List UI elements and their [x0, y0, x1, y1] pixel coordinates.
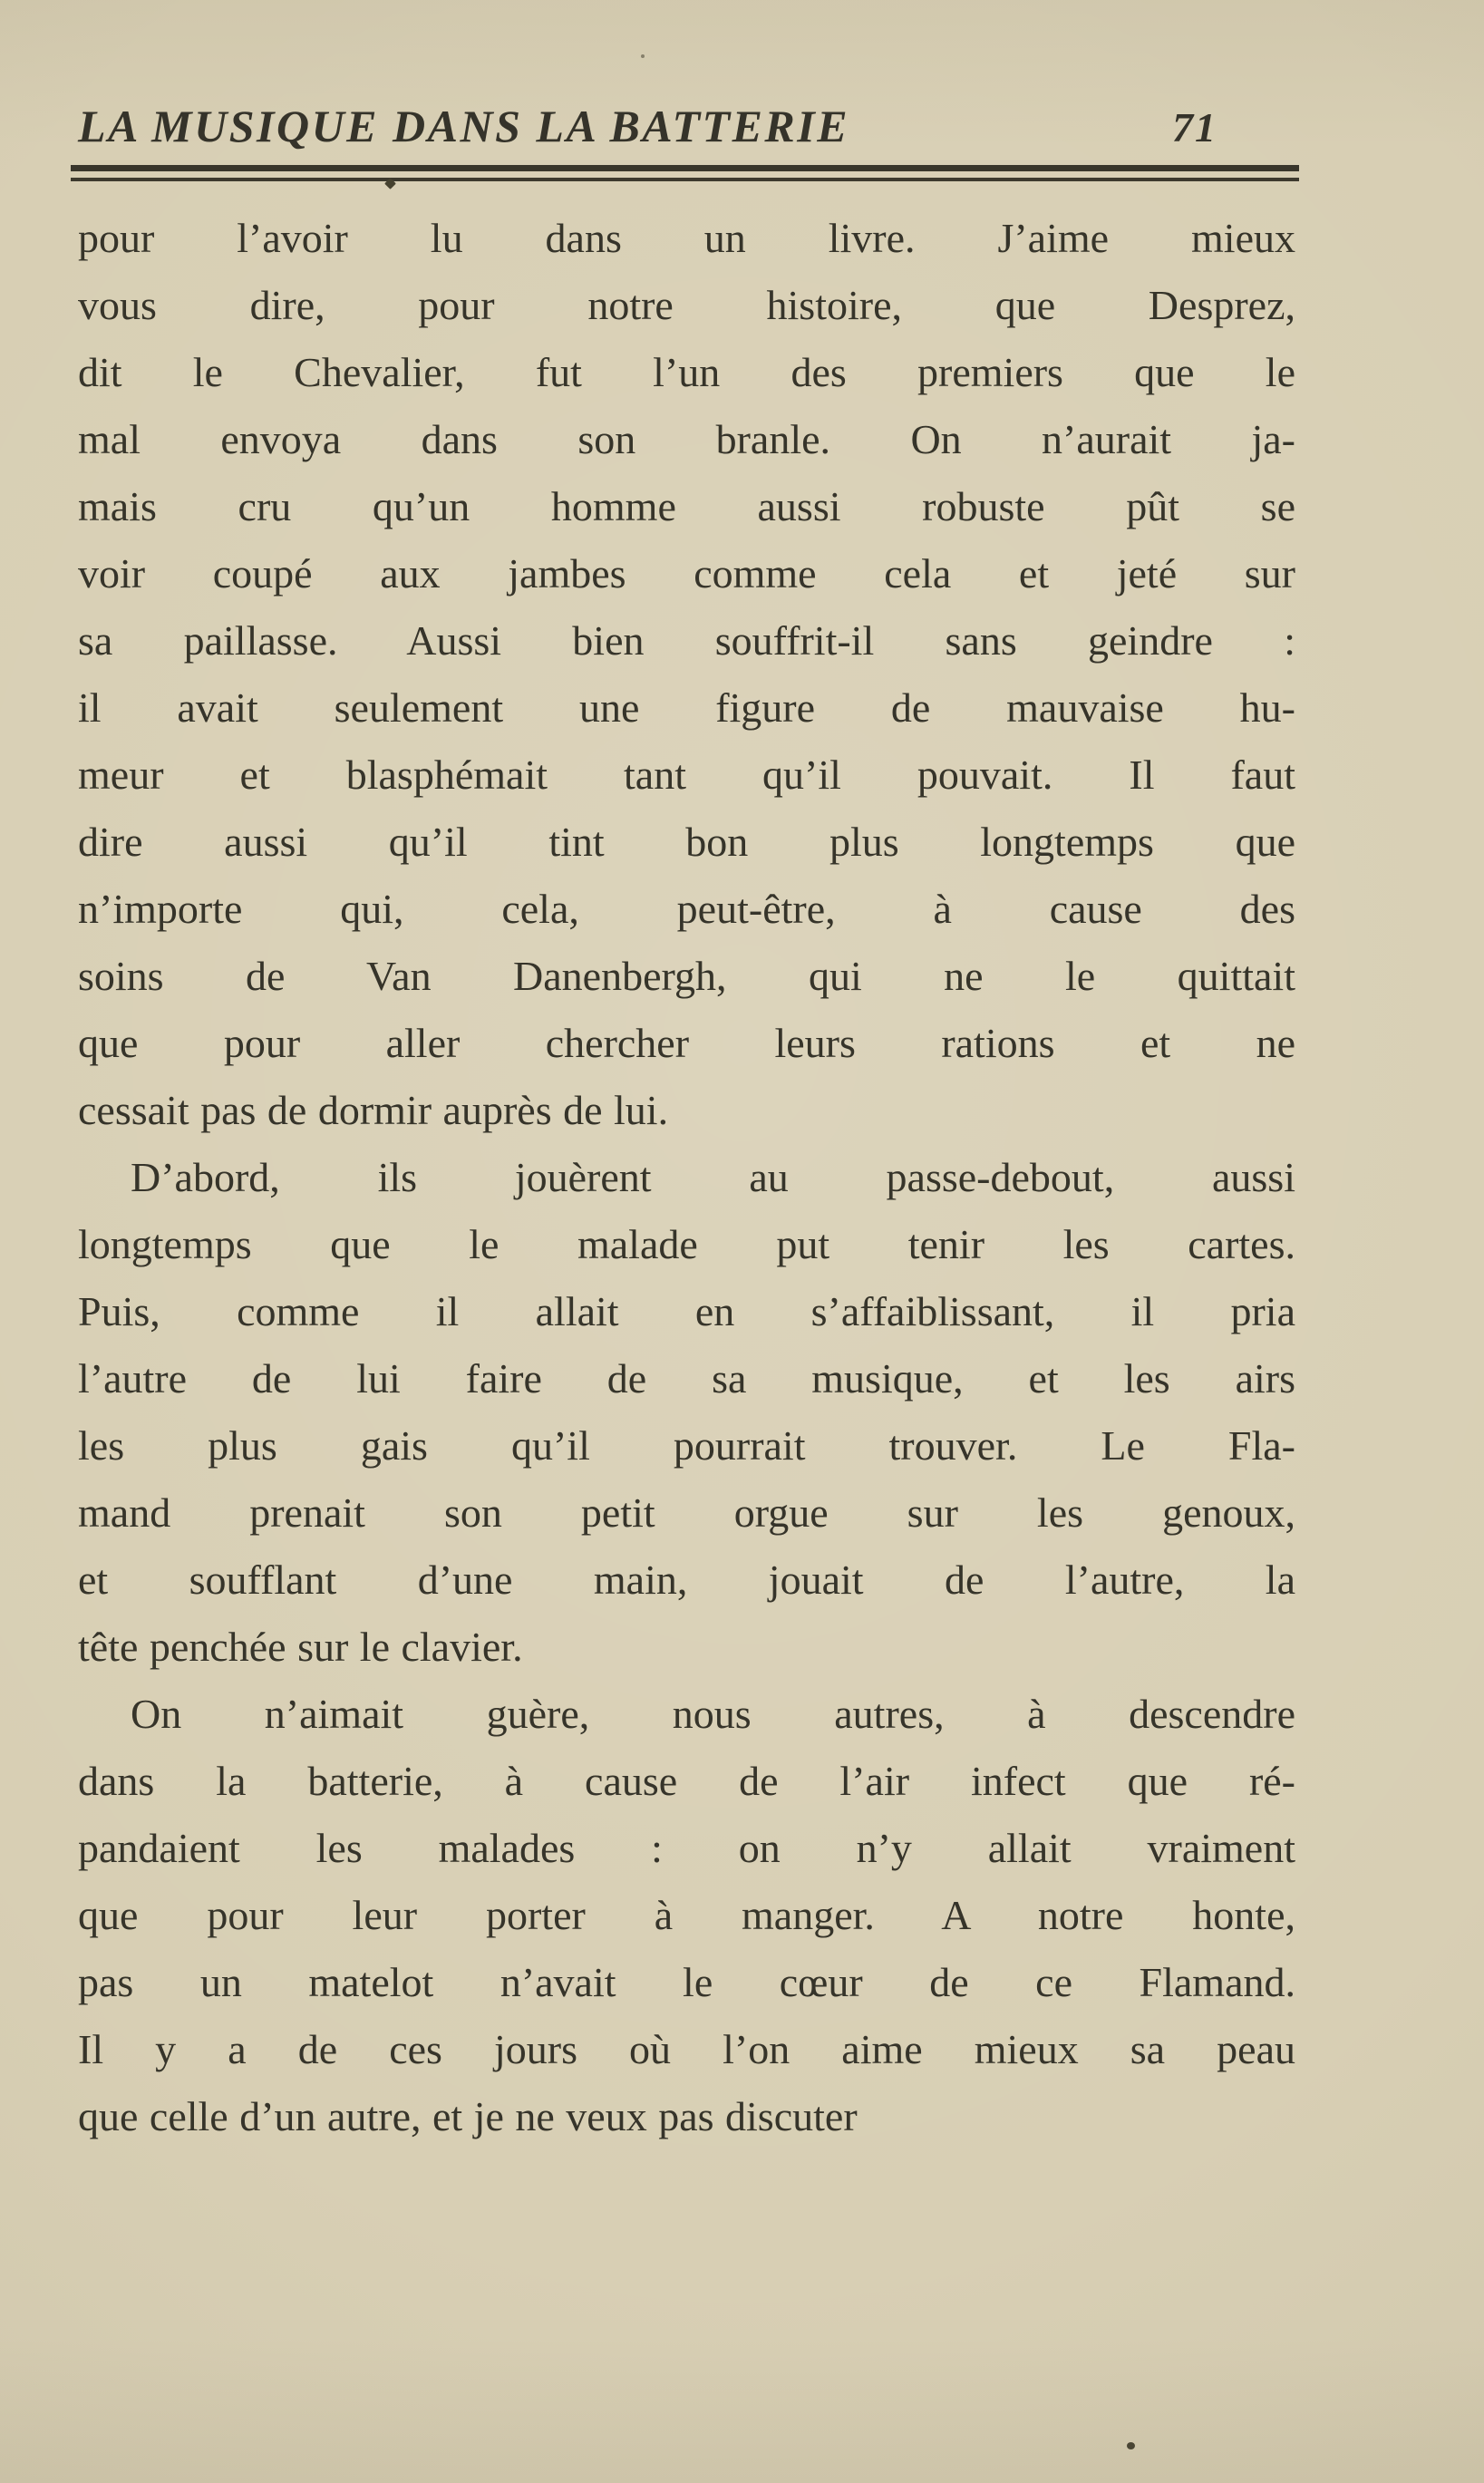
text-line: les plus gais qu’il pourrait trouver. Le Fla-: [78, 1422, 1295, 1469]
text-line: Puis, comme il allait en s’affaiblissant, il pria: [78, 1288, 1295, 1334]
text-line: Il y a de ces jours où l’on aime mieux sa peau: [78, 2026, 1295, 2072]
text-line: dans la batterie, à cause de l’air infect que ré-: [78, 1758, 1295, 1804]
text-line: cessait pas de dormir auprès de lui.: [78, 1087, 669, 1133]
text-line: que pour aller chercher leurs rations et ne: [78, 1020, 1295, 1066]
ink-speck-small: [641, 54, 645, 58]
text-line: pas un matelot n’avait le cœur de ce Flamand.: [78, 1959, 1295, 2005]
text-line: soins de Van Danenbergh, qui ne le quittait: [78, 953, 1295, 999]
text-line: que celle d’un autre, et je ne veux pas discuter: [78, 2093, 858, 2139]
text-line: meur et blasphémait tant qu’il pouvait. Il faut: [78, 752, 1295, 798]
text-line: mais cru qu’un homme aussi robuste pût se: [78, 483, 1295, 529]
page-header: [78, 100, 1295, 152]
text-line: il avait seulement une figure de mauvaise hu-: [78, 684, 1295, 731]
text-line: voir coupé aux jambes comme cela et jeté sur: [78, 550, 1295, 597]
text-line: pour l’avoir lu dans un livre. J’aime mieux: [78, 215, 1295, 261]
ink-speck: [1127, 2442, 1135, 2449]
text-line: On n’aimait guère, nous autres, à descendre: [131, 1691, 1295, 1737]
text-line: mal envoya dans son branle. On n’aurait ja-: [78, 416, 1295, 462]
text-line: D’abord, ils jouèrent au passe-debout, aussi: [131, 1154, 1295, 1200]
text-line: dit le Chevalier, fut l’un des premiers que le: [78, 349, 1295, 395]
text-line: sa paillasse. Aussi bien souffrit-il sans geindre :: [78, 617, 1295, 664]
text-line: tête penchée sur le clavier.: [78, 1624, 523, 1670]
text-line: et soufflant d’une main, jouait de l’autre, la: [78, 1557, 1295, 1603]
text-line: mand prenait son petit orgue sur les genoux,: [78, 1489, 1295, 1536]
paragraph: [78, 1144, 1295, 1681]
paragraph: [78, 205, 1295, 1144]
text-line: vous dire, pour notre histoire, que Desprez,: [78, 282, 1295, 328]
page-number: 71: [1172, 104, 1217, 150]
text-block: [78, 205, 1295, 2150]
text-line: longtemps que le malade put tenir les cartes.: [78, 1221, 1295, 1267]
paragraph: [78, 1681, 1295, 2150]
running-title: LA MUSIQUE DANS LA BATTERIE: [78, 101, 850, 151]
text-line: pandaient les malades : on n’y allait vraiment: [78, 1825, 1295, 1871]
text-line: n’importe qui, cela, peut-être, à cause des: [78, 886, 1295, 932]
text-line: dire aussi qu’il tint bon plus longtemps que: [78, 819, 1295, 865]
text-line: que pour leur porter à manger. A notre honte,: [78, 1892, 1295, 1938]
header-rule: [71, 165, 1299, 181]
text-line: l’autre de lui faire de sa musique, et les airs: [78, 1355, 1295, 1402]
